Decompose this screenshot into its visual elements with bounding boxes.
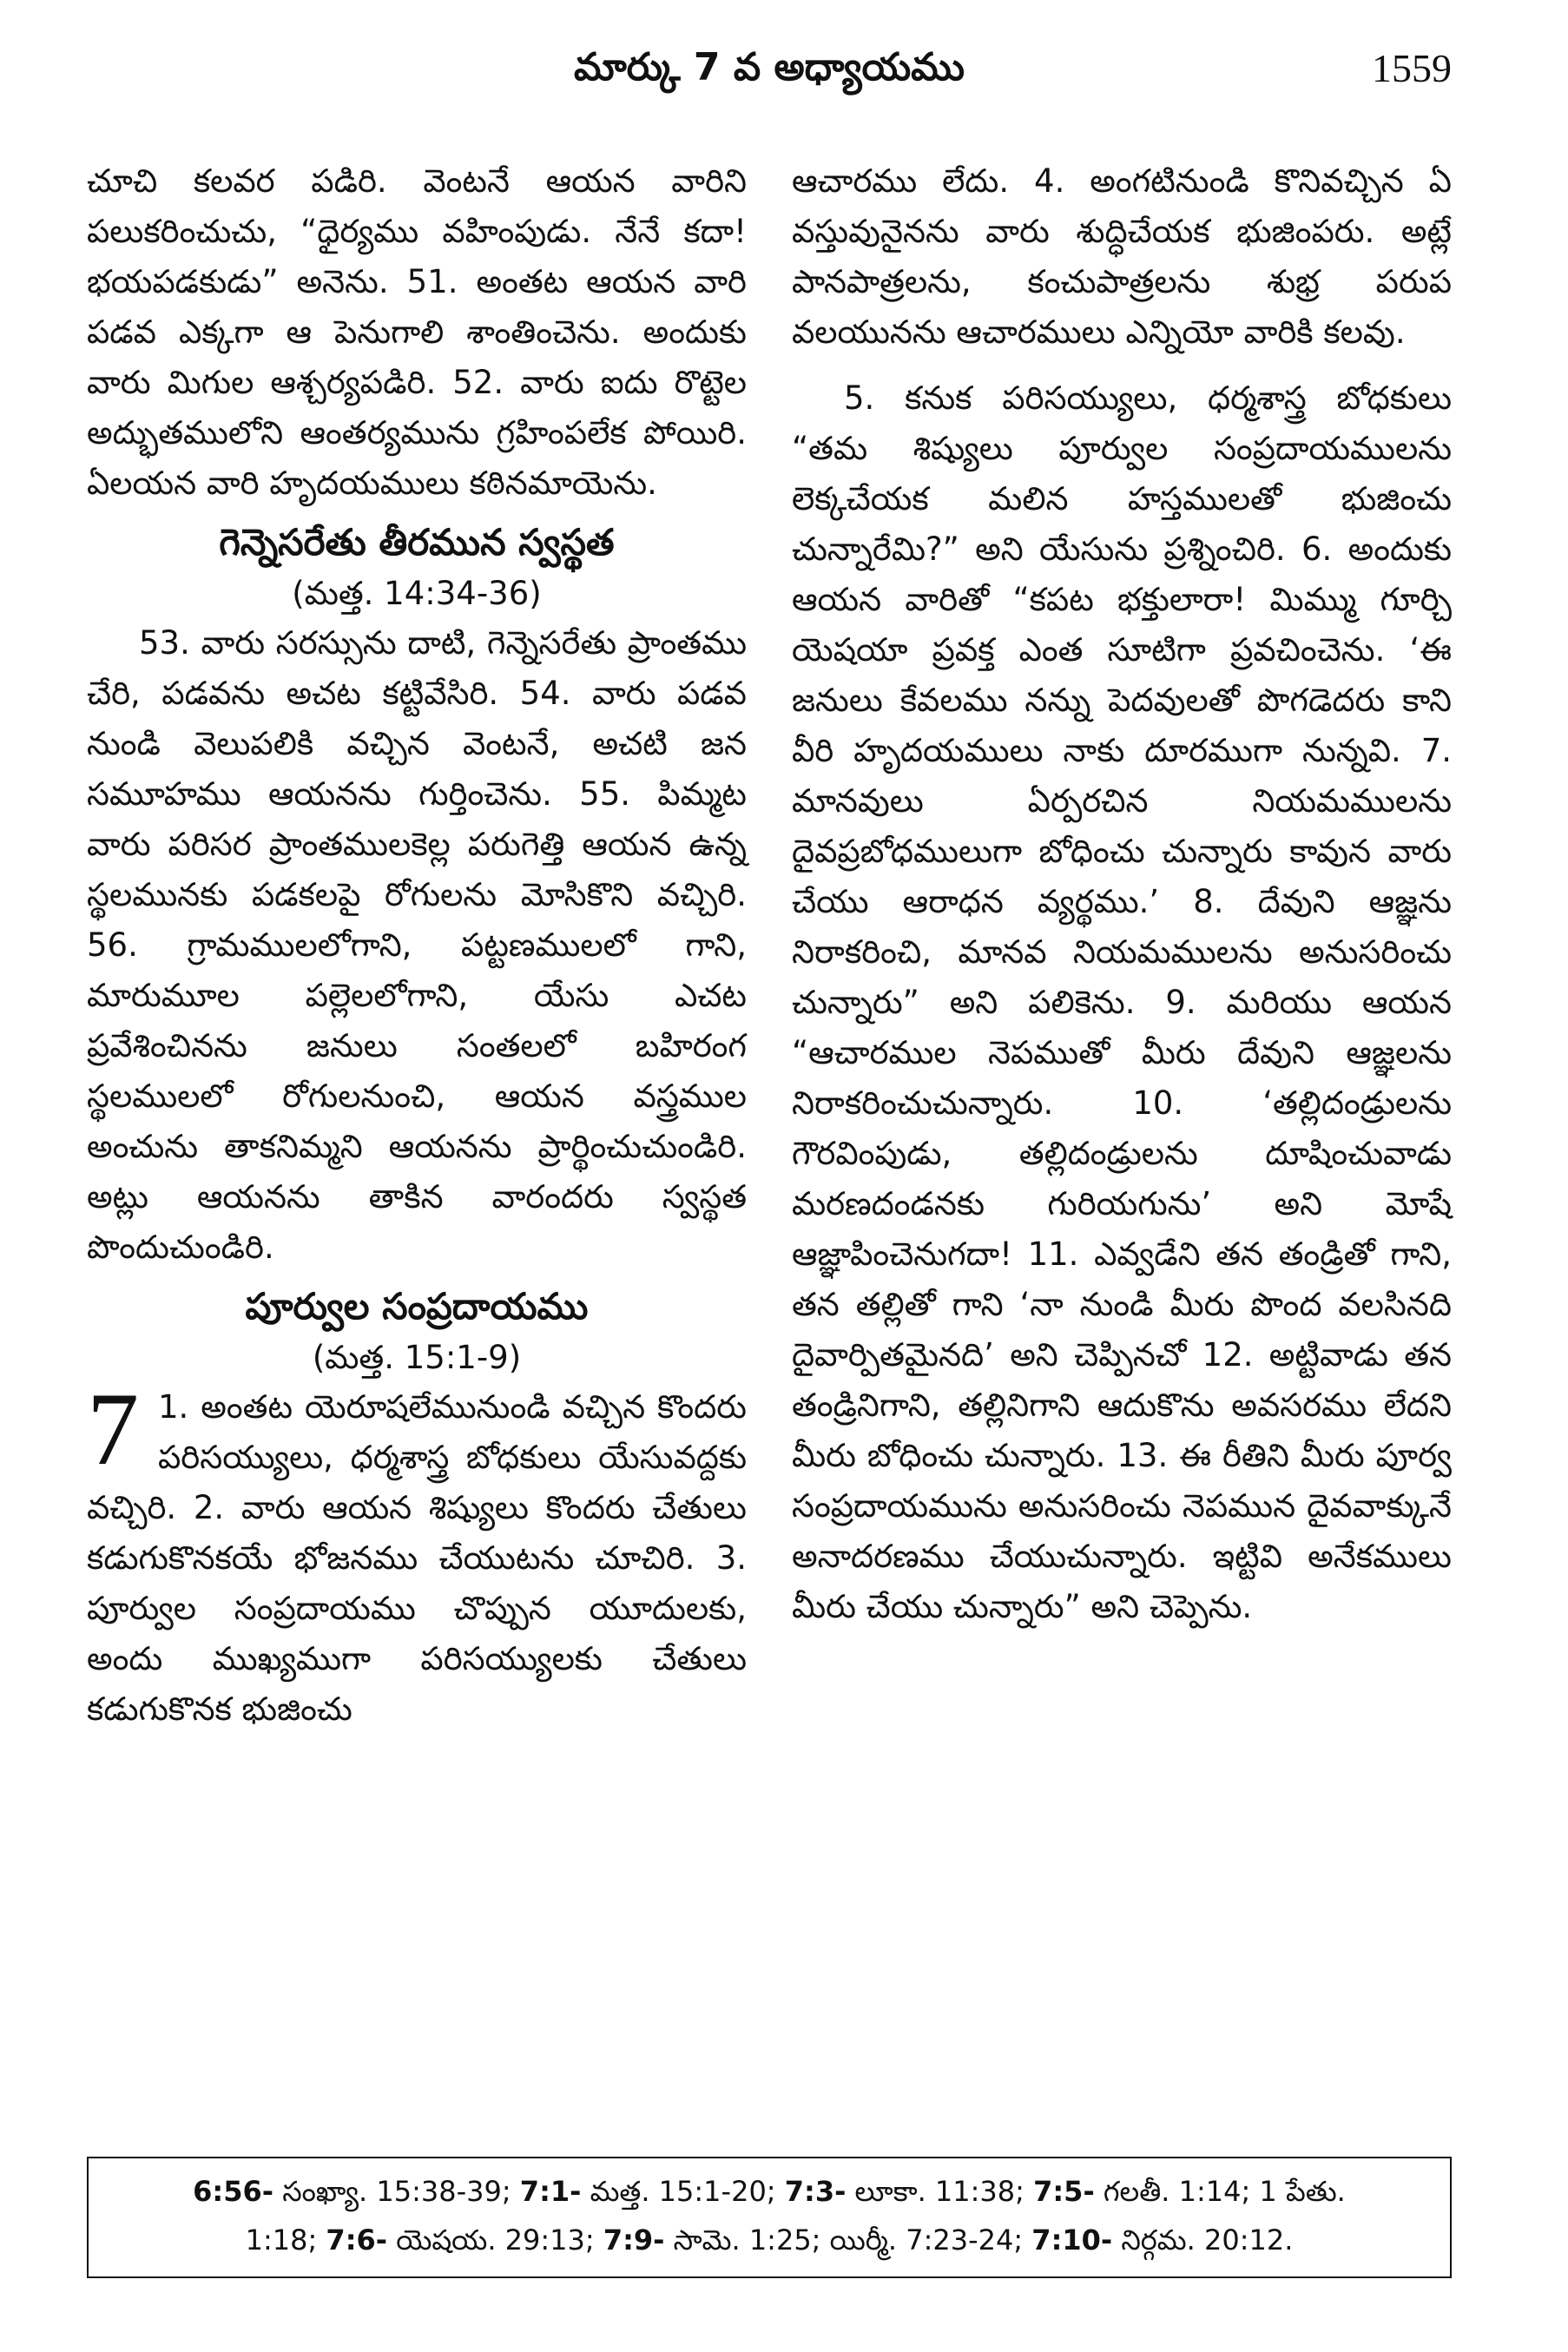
footnote-text: మత్త. 15:1-20; — [581, 2175, 785, 2208]
footnote-text: లూకా. 11:38; — [846, 2175, 1034, 2208]
footnote-text: సామె. 1:25; యిర్మీ. 7:23-24; — [664, 2224, 1032, 2256]
section-reference: (మత్త. 14:34-36) — [292, 575, 542, 612]
paragraph: 53. వారు సరస్సును దాటి, గెన్నెసరేతు ప్రాంతము చేరి, పడవను అచట కట్టివేసిరి. 54. వారు పడవ నుండి వెలుపలికి వచ్చిన వెంటనే, అచటి జన సమూహము ఆయనను గుర్తించెను. 55. పిమ్మట వారు పరిసర ప్రాంతములకెల్ల పరుగెత్తి ఆయన ఉన్న స్థలమునకు పడకలపై రోగులను మోసికొని వచ్చిరి. 56. గ్రామములలోగాని, పట్టణములలో గాని, మారుమూల పల్లెలలోగాని, యేసు ఎచట ప్రవేశించినను జనులు సంతలలో బహిరంగ స్థలములలో రోగులనుంచి, ఆయన వస్త్రముల అంచును తాకనిమ్మని ఆయనను ప్రార్థించుచుండిరి. అట్లు ఆయనను తాకిన వారందరు స్వస్థత పొందుచుండిరి. — [87, 624, 747, 1266]
footnote-text: గలతీ. 1:14; 1 పేతు. — [1094, 2175, 1346, 2208]
footnote-ref: 7:3- — [784, 2175, 847, 2208]
footnote-text: యెషయ. 29:13; — [387, 2224, 603, 2256]
section-heading: గెన్నెసరేతు తీరమున స్వస్థత — [219, 521, 615, 563]
section-heading: పూర్వుల సంప్రదాయము — [245, 1285, 589, 1328]
footnote-ref: 7:9- — [603, 2224, 665, 2256]
paragraph: ఆచారము లేదు. 4. అంగటినుండి కొనివచ్చిన ఏ వస్తువునైనను వారు శుద్ధిచేయక భుజింపరు. అట్లే పానపాత్రలను, కంచుపాత్రలను శుభ్ర పరుప వలయునను ఆచారములు ఎన్నియో వారికి కలవు. — [792, 162, 1452, 351]
footnote-ref: 7:10- — [1031, 2224, 1113, 2256]
footnote-text: నిర్గమ. 20:12. — [1112, 2224, 1294, 2256]
cross-reference-line — [89, 2216, 1450, 2264]
chapter-title: మార్కు 7 వ అధ్యాయము — [574, 45, 965, 89]
footnote-ref: 7:1- — [519, 2175, 582, 2208]
chapter-opening-paragraph — [87, 1371, 747, 1735]
chapter-drop-cap: 7 — [87, 1371, 139, 1486]
footnote-ref: 7:5- — [1033, 2175, 1095, 2208]
footnote-ref: 7:6- — [326, 2224, 388, 2256]
page-header — [87, 45, 1452, 106]
footnote-text: 1:18; — [245, 2224, 326, 2256]
section-reference: (మత్త. 15:1-9) — [312, 1339, 522, 1376]
footnote-text: సంఖ్యా. 15:38-39; — [273, 2175, 520, 2208]
left-column — [87, 156, 747, 1735]
right-column — [792, 156, 1452, 1632]
cross-reference-line — [89, 2167, 1450, 2216]
footnote-ref: 6:56- — [193, 2175, 274, 2208]
paragraph: చూచి కలవర పడిరి. వెంటనే ఆయన వారిని పలుకరించుచు, “ధైర్యము వహింపుడు. నేనే కదా! భయపడకుడు” అనెను. 51. అంతట ఆయన వారి పడవ ఎక్కగా ఆ పెనుగాలి శాంతించెను. అందుకు వారు మిగుల ఆశ్చర్యపడిరి. 52. వారు ఐదు రొట్టెల అద్భుతములోని ఆంతర్యమును గ్రహింపలేక పోయిరి. ఏలయన వారి హృదయములు కఠినమాయెను. — [87, 162, 747, 502]
paragraph: 5. కనుక పరిసయ్యులు, ధర్మశాస్త్ర బోధకులు “తమ శిష్యులు పూర్వుల సంప్రదాయములను లెక్కచేయక మలిన హస్తములతో భుజించు చున్నారేమి?” అని యేసును ప్రశ్నించిరి. 6. అందుకు ఆయన వారితో “కపట భక్తులారా! మిమ్ము గూర్చి యెషయా ప్రవక్త ఎంత సూటిగా ప్రవచించెను. ‘ఈ జనులు కేవలము నన్ను పెదవులతో పొగడెదరు కాని వీరి హృదయములు నాకు దూరముగా నున్నవి. 7. మానవులు ఏర్పరచిన నియమములను దైవప్రబోధములుగా బోధించు చున్నారు కావున వారు చేయు ఆరాధన వ్యర్థము.’ 8. దేవుని ఆజ్ఞను నిరాకరించి, మానవ నియమములను అనుసరించు చున్నారు” అని పలికెను. 9. మరియు ఆయన “ఆచారముల నెపముతో మీరు దేవుని ఆజ్ఞలను నిరాకరించుచున్నారు. 10. ‘తల్లిదండ్రులను గౌరవింపుడు, తల్లిదండ్రులను దూషించువాడు మరణదండనకు గురియగును’ అని మోషే ఆజ్ఞాపించెనుగదా! 11. ఎవ్వడేని తన తండ్రితో గాని, తన తల్లితో గాని ‘నా నుండి మీరు పొంద వలసినది దైవార్పితమైనది’ అని చెప్పినచో 12. అట్టివాడు తన తండ్రినిగాని, తల్లినిగాని ఆదుకొను అవసరము లేదని మీరు బోధించు చున్నారు. 13. ఈ రీతిని మీరు పూర్వ సంప్రదాయమును అనుసరించు నెపమున దైవవాక్కునే అనాదరణము చేయుచున్నారు. ఇట్టివి అనేకములు మీరు చేయు చున్నారు” అని చెప్పెను. — [792, 379, 1452, 1625]
page-number: 1559 — [1372, 46, 1452, 90]
cross-reference-box — [87, 2157, 1452, 2278]
paragraph-text: 1. అంతట యెరూషలేమునుండి వచ్చిన కొందరు పరిసయ్యులు, ధర్మశాస్త్ర బోధకులు యేసువద్దకు వచ్చిరి. 2. వారు ఆయన శిష్యులు కొందరు చేతులు కడుగుకొనకయే భోజనము చేయుటను చూచిరి. 3. పూర్వుల సంప్రదాయము చొప్పున యూదులకు, అందు ముఖ్యముగా పరిసయ్యులకు చేతులు కడుగుకొనక భుజించు — [87, 1388, 747, 1728]
